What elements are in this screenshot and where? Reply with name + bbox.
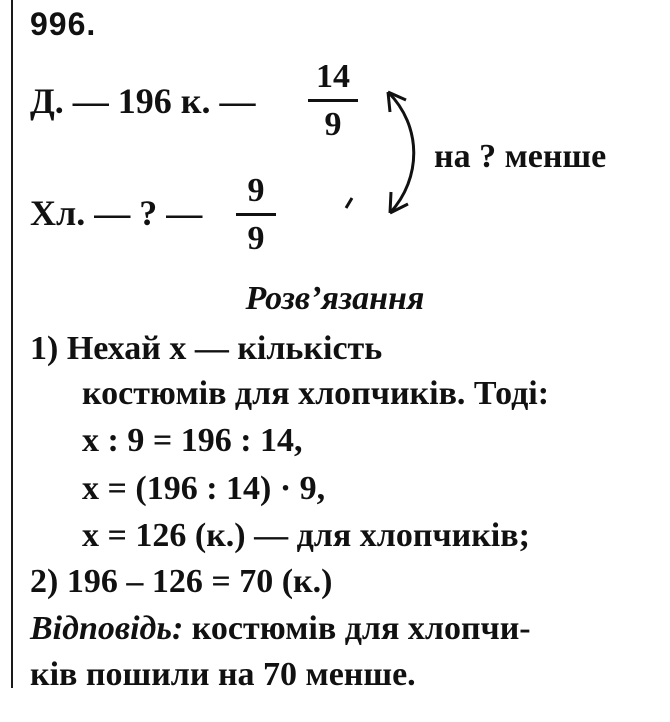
step2-line: 2) 196 – 126 = 70 (к.) <box>30 563 333 600</box>
solution-heading: Розв’язання <box>245 280 425 317</box>
answer-line1 <box>30 610 531 648</box>
comparison-label: на ? менше <box>434 138 607 175</box>
fraction-boys-numerator: 9 <box>247 172 265 209</box>
fraction-boys <box>236 172 276 258</box>
fraction-girls-numerator: 14 <box>316 58 350 95</box>
fraction-girls-denominator: 9 <box>324 106 342 143</box>
equation-line: x = 126 (к.) — для хлопчиків; <box>82 517 530 554</box>
fraction-boys-denominator: 9 <box>247 220 265 257</box>
step1-line2: костюмів для хлопчиків. Тоді: <box>82 375 550 412</box>
answer-line2: ків пошили на 70 менше. <box>30 656 416 693</box>
answer-label: Відповідь: <box>30 610 184 647</box>
comparison-double-arrow-icon <box>340 78 430 228</box>
given-row-girls: Д. — 196 к. — <box>30 81 256 121</box>
step1-line1: 1) Нехай x — кількість <box>30 330 383 367</box>
answer-text: костюмів для хлопчи- <box>191 610 531 647</box>
equation-line: x = (196 : 14) · 9, <box>82 470 326 507</box>
problem-number: 996. <box>30 6 97 42</box>
fraction-bar <box>236 213 276 216</box>
equation-line: x : 9 = 196 : 14, <box>82 422 303 459</box>
margin-rule <box>11 0 13 688</box>
given-row-boys: Хл. — ? — <box>30 193 203 233</box>
